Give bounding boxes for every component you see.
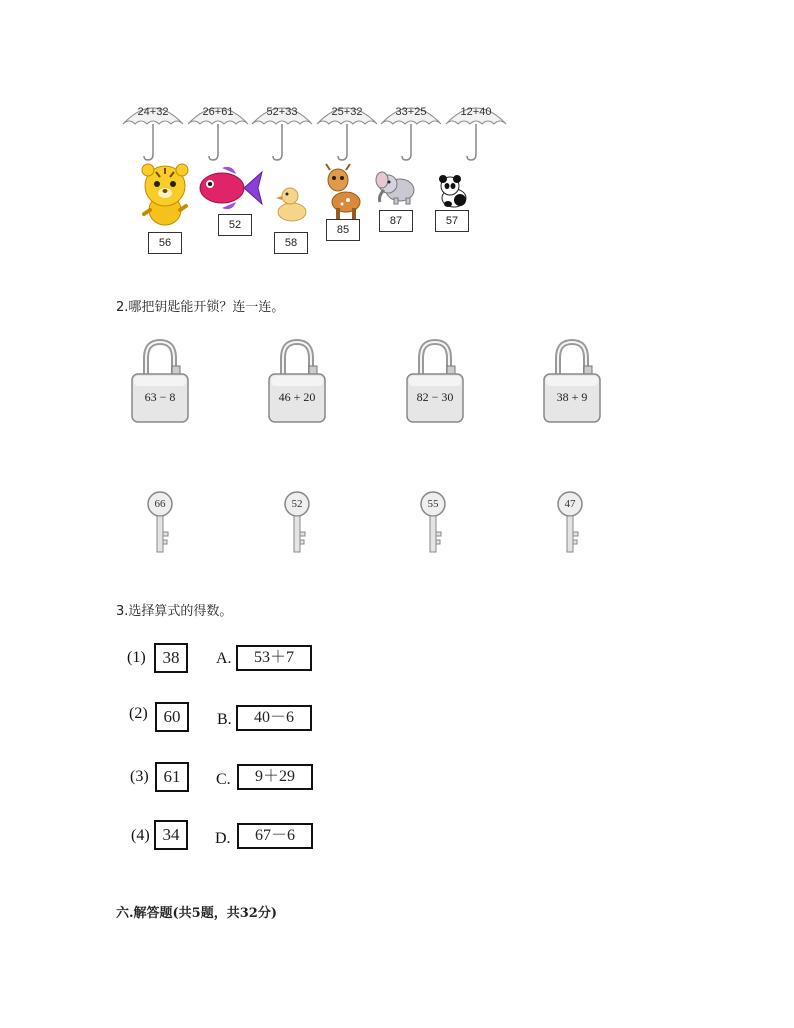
expression-box[interactable]: 40－6 (236, 705, 312, 731)
padlock-icon (265, 338, 329, 426)
lock-3[interactable] (403, 338, 467, 426)
question-2-heading: 2.哪把钥匙能开锁？连一连。 (116, 300, 285, 315)
option-letter: D. (215, 830, 231, 847)
umbrella-expression: 12+40 (460, 106, 492, 118)
key-2[interactable] (283, 488, 311, 556)
lock-4[interactable] (540, 338, 604, 426)
panda-icon (436, 174, 472, 208)
umbrella-5 (378, 96, 444, 166)
answer-box[interactable]: 52 (218, 214, 252, 236)
umbrella-1 (120, 96, 186, 166)
section-6-title: 六.解答题(共5题，共32分) (116, 906, 277, 921)
row-index: (1) (127, 649, 146, 666)
umbrella-expression: 26+61 (202, 106, 234, 118)
umbrella-expression: 24+32 (137, 106, 169, 118)
tiger-icon (136, 162, 194, 228)
row-index: (2) (129, 705, 148, 722)
duckling-icon (274, 184, 310, 222)
umbrella-expression: 52+33 (266, 106, 298, 118)
answer-value-box[interactable]: 60 (155, 702, 189, 732)
padlock-icon (128, 338, 192, 426)
option-letter: A. (216, 650, 232, 667)
expression-box[interactable]: 9＋29 (237, 764, 313, 790)
answer-box[interactable]: 85 (326, 219, 360, 241)
key-4[interactable] (556, 488, 584, 556)
key-number: 47 (564, 498, 576, 510)
umbrella-2 (185, 96, 251, 166)
key-3[interactable] (419, 488, 447, 556)
answer-box[interactable]: 57 (435, 210, 469, 232)
question-3-heading: 3.选择算式的得数。 (116, 604, 233, 619)
option-letter: C. (216, 771, 231, 788)
lock-expression: 46 + 20 (278, 390, 316, 404)
elephant-icon (374, 170, 418, 206)
lock-expression: 82 − 30 (416, 390, 454, 404)
lock-2[interactable] (265, 338, 329, 426)
key-number: 66 (154, 498, 166, 510)
umbrella-expression: 33+25 (395, 106, 427, 118)
deer-icon (318, 162, 368, 222)
umbrella-4 (314, 96, 380, 166)
padlock-icon (403, 338, 467, 426)
umbrella-3 (249, 96, 315, 166)
answer-box[interactable]: 56 (148, 232, 182, 254)
expression-box[interactable]: 53＋7 (236, 645, 312, 671)
lock-expression: 63 − 8 (144, 390, 176, 404)
answer-value-box[interactable]: 61 (155, 762, 189, 792)
key-number: 52 (291, 498, 303, 510)
answer-value-box[interactable]: 38 (154, 643, 188, 673)
padlock-icon (540, 338, 604, 426)
answer-box[interactable]: 87 (379, 210, 413, 232)
umbrella-expression: 25+32 (331, 106, 363, 118)
expression-box[interactable]: 67－6 (237, 823, 313, 849)
goldfish-icon (198, 164, 264, 212)
row-index: (3) (130, 768, 149, 785)
option-letter: B. (217, 711, 232, 728)
answer-box[interactable]: 58 (274, 232, 308, 254)
key-1[interactable] (146, 488, 174, 556)
answer-value-box[interactable]: 34 (154, 820, 188, 850)
key-number: 55 (427, 498, 439, 510)
lock-1[interactable] (128, 338, 192, 426)
row-index: (4) (131, 827, 150, 844)
umbrella-6 (443, 96, 509, 166)
lock-expression: 38 + 9 (556, 390, 588, 404)
